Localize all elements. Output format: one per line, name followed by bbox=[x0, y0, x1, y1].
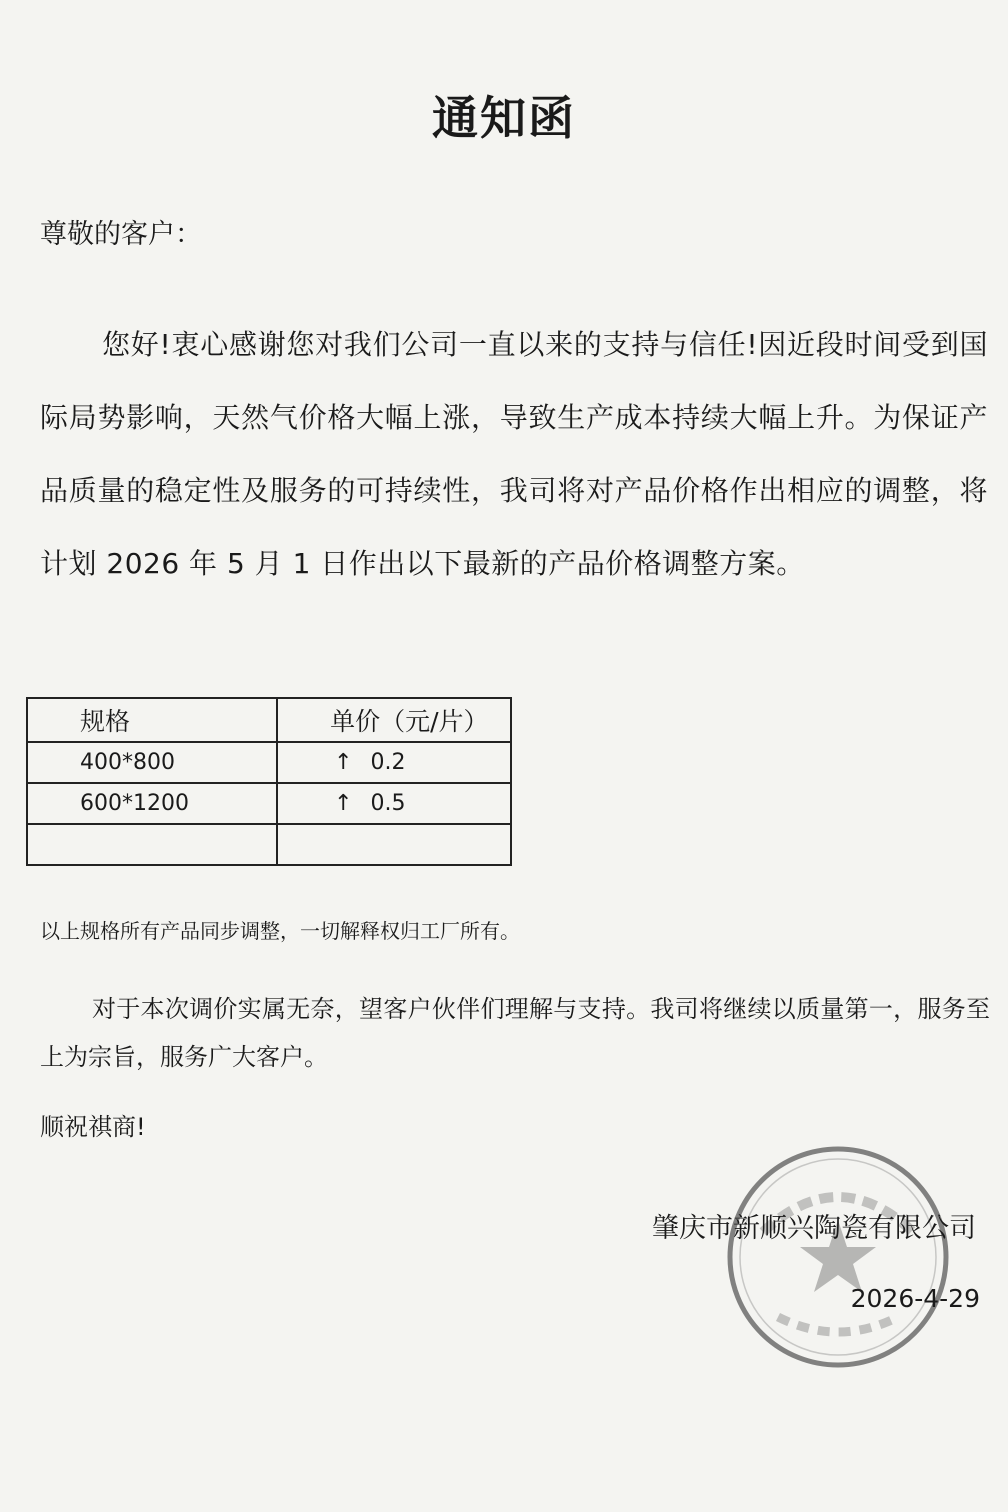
table-row bbox=[27, 783, 511, 824]
price-change-value: 0.2 bbox=[370, 750, 406, 775]
row-price-change bbox=[277, 783, 511, 824]
company-seal-icon bbox=[723, 1142, 953, 1372]
greeting: 尊敬的客户： bbox=[40, 219, 202, 250]
company-name: 肇庆市新顺兴陶瓷有限公司 bbox=[652, 1213, 976, 1244]
up-arrow-icon: ↑ bbox=[334, 750, 353, 775]
price-change-value: 0.5 bbox=[370, 791, 406, 816]
header-spec: 规格 bbox=[27, 698, 277, 742]
row-spec bbox=[27, 824, 277, 865]
up-arrow-icon: ↑ bbox=[334, 791, 353, 816]
row-spec: 400*800 bbox=[27, 742, 277, 783]
note-text: 以上规格所有产品同步调整，一切解释权归工厂所有。 bbox=[40, 919, 520, 943]
row-price-change bbox=[277, 742, 511, 783]
regards-text: 顺祝祺商! bbox=[40, 1113, 146, 1141]
body-paragraph: 您好!衷心感谢您对我们公司一直以来的支持与信任!因近段时间受到国际局势影响，天然气价格大幅上涨，导致生产成本持续大幅上升。为保证产品质量的稳定性及服务的可持续性，我司将对产品价格作出相应的调整，将计划 2026 年 5 月 1 日作出以下最新的产品价格调整方案。 bbox=[40, 328, 988, 580]
table-row bbox=[27, 742, 511, 783]
letter-date: 2026-4-29 bbox=[850, 1284, 980, 1313]
price-table bbox=[26, 697, 512, 866]
row-spec: 600*1200 bbox=[27, 783, 277, 824]
closing-paragraph: 对于本次调价实属无奈，望客户伙伴们理解与支持。我司将继续以质量第一，服务至上为宗旨，服务广大客户。 bbox=[40, 995, 990, 1071]
table-row bbox=[27, 824, 511, 865]
page-title: 通知函 bbox=[432, 91, 576, 145]
header-unit-price: 单价（元/片） bbox=[277, 698, 511, 742]
row-price-change bbox=[277, 824, 511, 865]
table-header-row bbox=[27, 698, 511, 742]
